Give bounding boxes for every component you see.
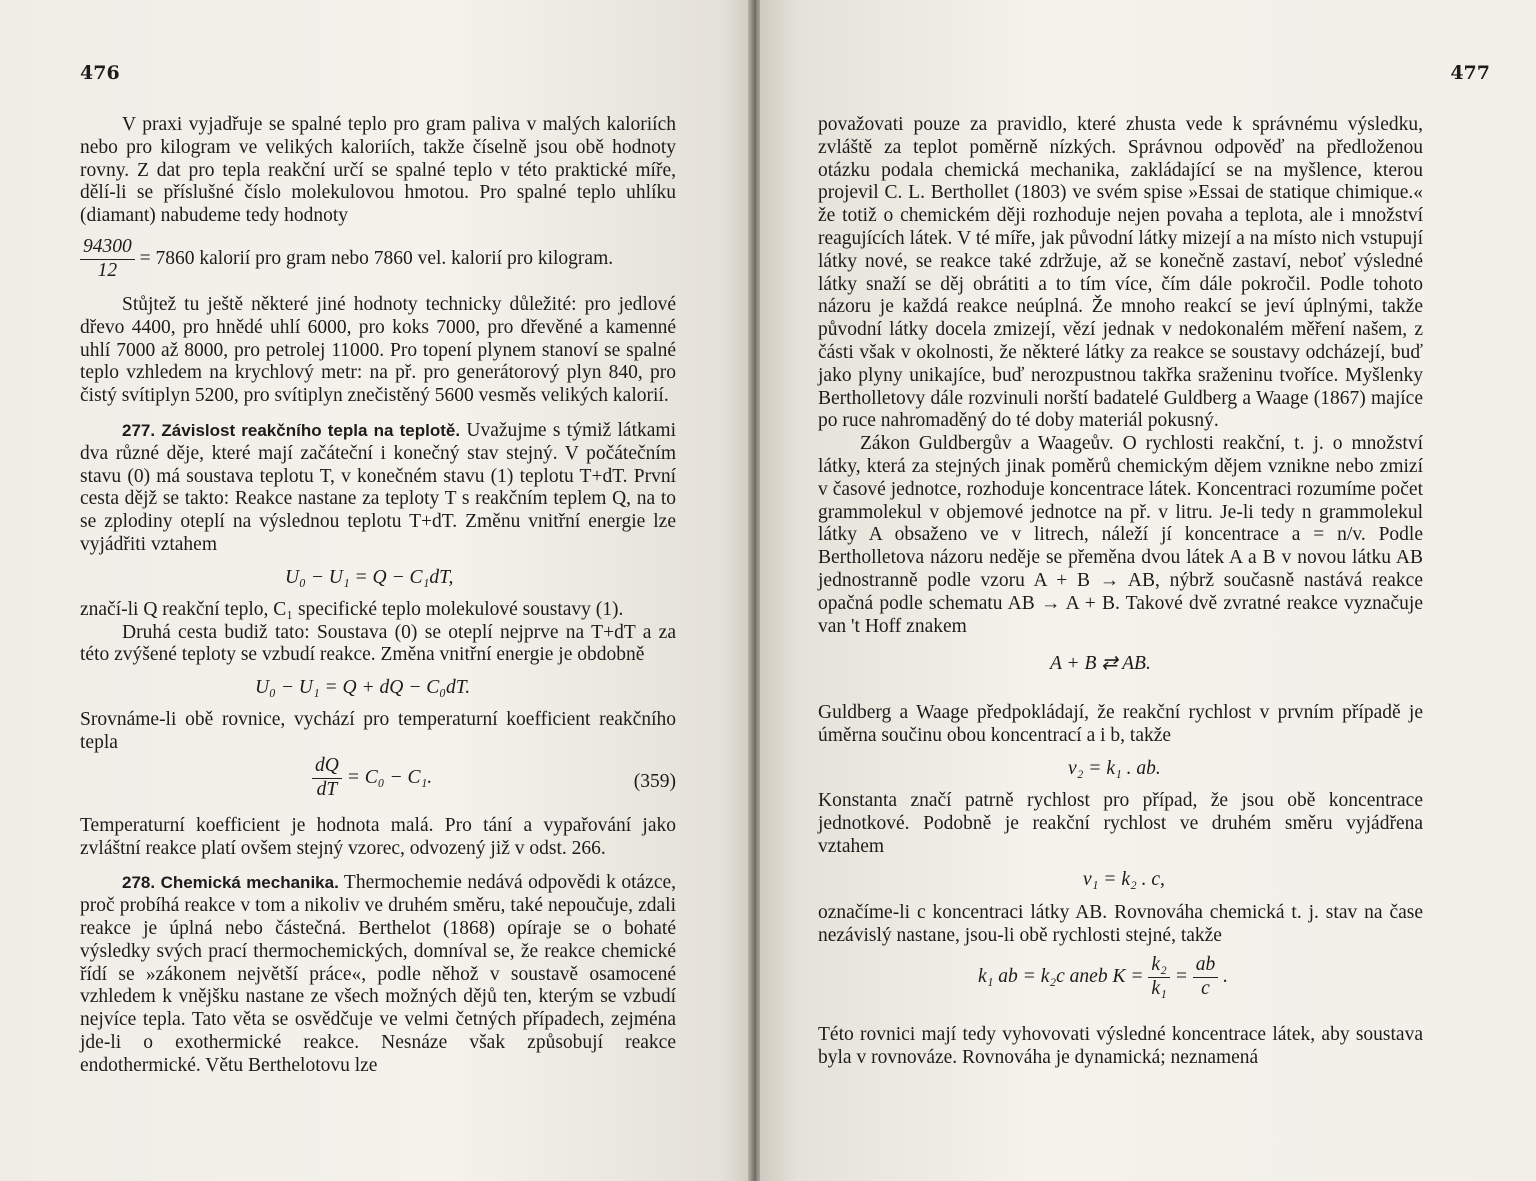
paragraph: Guldberg a Waage předpokládají, že reakční rychlost v prvním případě je úměrna součinu obou koncentrací a i b, takže xyxy=(818,702,1423,747)
paragraph: Konstanta značí patrně rychlost pro případ, že jsou obě koncentrace jednotkové. Podobně je reakční rychlost ve druhém směru vyjádřena vztahem xyxy=(818,789,1423,857)
paragraph: Stůjtež tu ještě některé jiné hodnoty technicky důležité: pro jedlové dřevo 4400, pro hnědé uhlí 6000, pro koks 7000, pro dřevěné a kamenné uhlí 7000 až 8000, pro petrolej 11000. Pro topení plynem stanoví se spalné teplo vzhledem na krychlový metr: na př. pro generátorový plyn 840, pro čistý svítiplyn 5200, pro svítiplyn znečistěný 5600 vesměs velikých kalorií. xyxy=(80,293,676,407)
equation-text: . xyxy=(1223,965,1228,987)
paragraph: označíme-li c koncentraci látky AB. Rovnováha chemická t. j. stav na čase nezávislý nastane, jsou-li obě rychlosti stejné, takže xyxy=(818,902,1423,947)
section-number: 277. xyxy=(122,420,156,440)
fraction xyxy=(1148,954,1169,1001)
fraction-denominator: 12 xyxy=(97,259,118,281)
section-title: Závislost reakčního tepla na teplotě. xyxy=(161,420,461,440)
paragraph: Této rovnici mají tedy vyhovovati výsledné koncentrace látek, aby soustava byla v rovnováze. Rovnováha je dynamická; neznamená xyxy=(818,1023,1423,1068)
fraction-numerator: ab xyxy=(1193,954,1219,978)
fraction-denominator: c xyxy=(1201,977,1210,999)
equation-rate-forward: v₂ = k₁ . ab. xyxy=(1068,757,1161,779)
equation-rate-backward: v₁ = k₂ . c, xyxy=(1083,869,1165,891)
equation-calorific xyxy=(80,236,676,288)
fraction xyxy=(80,236,135,283)
paragraph: Druhá cesta budiž tato: Soustava (0) se oteplí nejprve na T+dT a za této zvýšené teploty se vzbudí reakce. Změna vnitřní energie je obdobně xyxy=(80,621,676,666)
fraction xyxy=(1193,954,1219,1001)
equation-energy-2: U₀ − U₁ = Q + dQ − C₀dT. xyxy=(255,677,471,699)
fraction xyxy=(312,755,342,802)
paragraph: V praxi vyjadřuje se spalné teplo pro gram paliva v malých kaloriích nebo pro kilogram ve velikých kaloriích, takže číselně jsou obě hodnoty rovny. Z dat pro tepla reakční určí se spalné teplo v této praktické míře, dělí-li se příslušné číslo molekulovou hmotou. Pro spalné teplo uhlíku (diamant) nabudeme tedy hodnoty xyxy=(80,114,676,227)
page-number: 476 xyxy=(80,62,120,84)
equation-text: = C₀ − C₁. xyxy=(346,766,433,788)
fraction-denominator: dT xyxy=(316,778,338,800)
section-277 xyxy=(80,420,676,557)
right-page-body xyxy=(818,114,1423,1070)
paragraph: značí-li Q reakční teplo, C₁ specifické teplo molekulové soustavy (1). xyxy=(80,598,624,620)
fraction-numerator: dQ xyxy=(312,755,342,779)
left-page-body xyxy=(80,114,676,1078)
left-page xyxy=(0,0,752,1181)
equation-text: = 7860 kalorií pro gram nebo 7860 vel. kalorií pro kilogram. xyxy=(139,247,614,269)
equation-energy-1: U₀ − U₁ = Q − C₁dT, xyxy=(285,566,454,588)
paragraph: Srovnáme-li obě rovnice, vychází pro temperaturní koefficient reakčního tepla xyxy=(80,709,676,753)
section-text: Uvažujme s týmiž látkami dva různé děje, které mají začáteční i konečný stav stejný. V počátečním stavu (0) má soustava teplotu T, v konečném stavu (1) teplotu T+dT. První cesta dějž se takto: Reakce nastane za teploty T s reakčním teplem Q, na to se zplodiny oteplí na výslednou teplotu T+dT. Změnu vnitřní energie lze vyjádřiti vztahem xyxy=(80,419,676,555)
section-278 xyxy=(80,872,676,1077)
equation-text: = xyxy=(1174,965,1188,987)
section-title: Chemická mechanika. xyxy=(160,873,339,893)
page-number: 477 xyxy=(1450,62,1490,84)
fraction-denominator: k₁ xyxy=(1151,977,1167,999)
paragraph: Temperaturní koefficient je hodnota malá. Pro tání a vypařování jako zvláštní reakce platí ovšem stejný vzorec, odvozený již v odst. 266. xyxy=(80,814,676,859)
equation-reversible: A + B ⇄ AB. xyxy=(1050,653,1151,675)
fraction-numerator: k₂ xyxy=(1148,954,1169,978)
equation-text: k₁ ab = k₂c aneb K = xyxy=(978,965,1144,987)
section-number: 278. xyxy=(122,873,156,893)
section-text: Thermochemie nedává odpovědi k otázce, proč probíhá reakce v tom a nikoliv ve druhém směru, také nepoučuje, zdali reakce je úplná nebo částečná. Berthelot (1868) opíraje se o bohaté výsledky svých prací thermochemických, domníval se, že reakce chemické řídí se »zákonem největší práce«, podle něhož v soustavě osamocené vzhledem k vnějšku nastane ze všech možných dějů ten, kterým se vzbudí nejvíce tepla. Tato věta se osvědčuje ve velmi četných případech, zejména jde-li o exothermické reakce. Nesnáze však způsobují reakce endothermické. Větu Berthelotovu lze xyxy=(80,872,676,1076)
fraction-numerator: 94300 xyxy=(80,236,135,260)
equation-equilibrium xyxy=(818,948,1423,1018)
right-page xyxy=(760,0,1536,1181)
equation-number: (359) xyxy=(633,770,676,792)
paragraph: Zákon Guldbergův a Waageův. O rychlosti reakční, t. j. o množství látky, která za stejných jinak poměrů chemickým dějem vznikne nebo zmizí v časové jednotce, rozhoduje koncentrace látek. Koncentraci rozumíme počet grammolekul v objemové jednotce na př. v litru. Je-li tedy n grammolekul látky A obsaženo ve v litrech, náleží jí koncentrace a = n/v. Podle Bertholletova názoru neděje se přeměna dvou látek A a B v novou látku AB jednostranně podle vzoru A + B → AB, nýbrž současně nastává reakce opačná podle schematu AB → A + B. Takové dvě zvratné reakce vyznačuje van 't Hoff znakem xyxy=(818,433,1423,637)
equation-359 xyxy=(80,755,676,811)
paragraph: považovati pouze za pravidlo, které zhusta vede k správnému výsledku, zvláště za teplot poměrně nízkých. Správnou odpověď na předloženou otázku podala chemická mechanika, zakládající se na myšlence, kterou projevil C. L. Berthollet (1803) ve svém spise »Essai de statique chimique.« že totiž o chemickém ději rozhoduje nejen povaha a teplota, ale i množství reagujících látek. V té míře, jak původní látky mizejí a na místo nich vstupují látky nové, se reakce také zdržuje, až se konečně zastaví, neboť výsledné látky snaží se děj obrátiti a to tím více, čím dále pokročil. Podle tohoto názoru je každá reakce neúplná. Že mnoho reakcí se jeví úplnými, takže původní látky docela zmizejí, vězí jednak v nedokonalém měření našem, z části však v okolnosti, že některé látky za reakce se soustavy odcházejí, buď jako plyny unikajíce, buď nerozpustnou takřka sraženinu tvoříce. Myšlenky Bertholletovy dále rozvinuli norští badatelé Guldberg a Waage (1867) majíce po ruce nahromaděný do té doby materiál pokusný. xyxy=(818,114,1423,432)
